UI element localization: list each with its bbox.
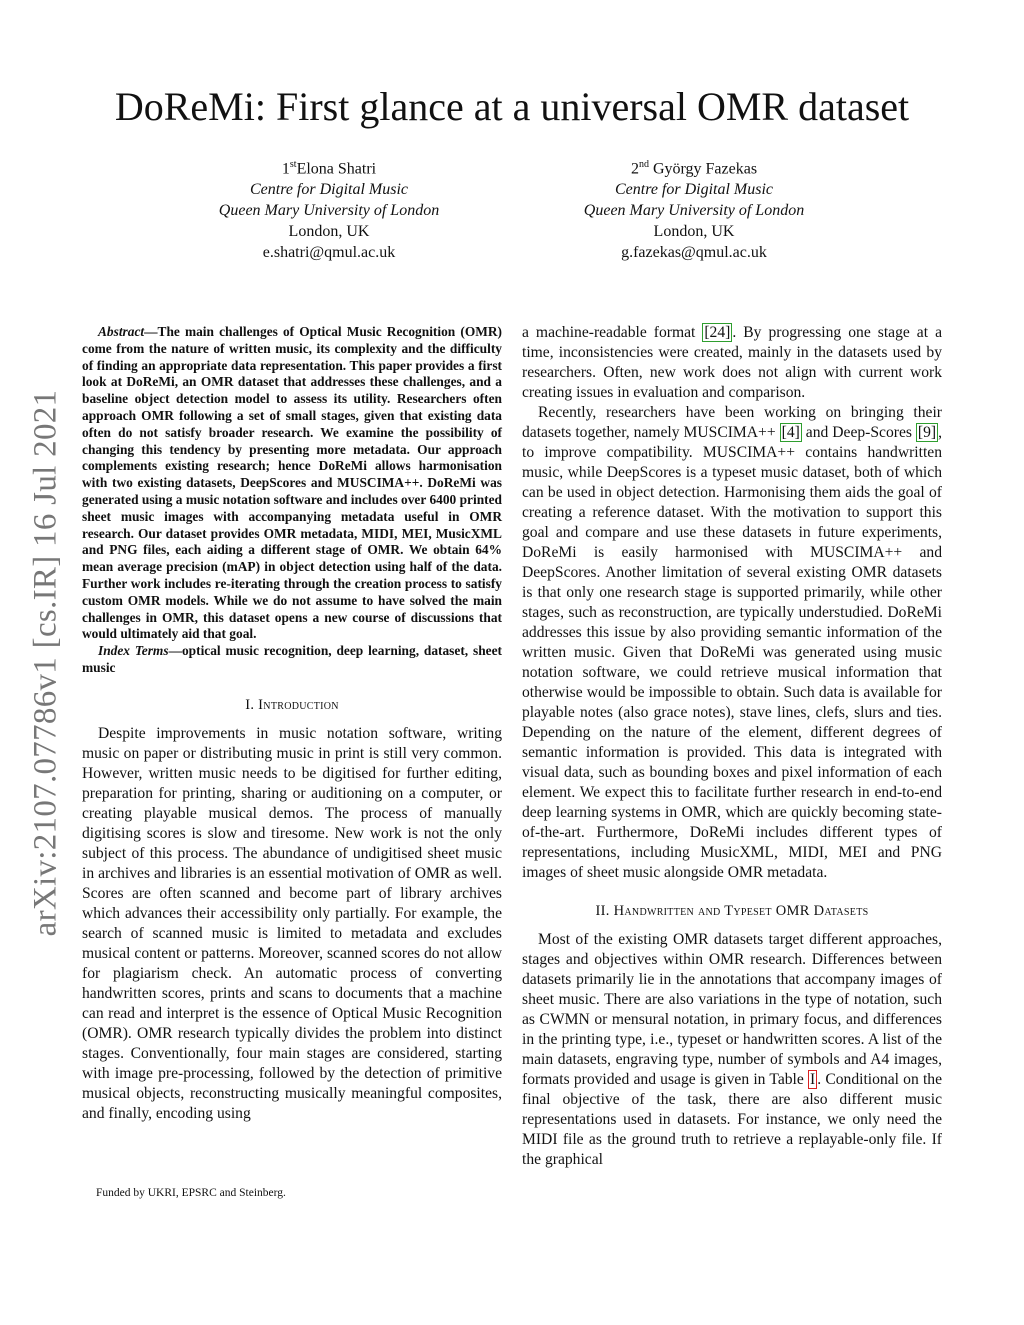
index-terms-text: —optical music recognition, deep learning, dataset, sheet music bbox=[82, 643, 502, 675]
text-run: Most of the existing OMR datasets target different approaches, stages and objectives within OMR research. Differences between datasets primarily lie in the annotations that accompany images of sheet music. There are also variations in the type of notation, such as CWMN or mensural notation, in primary focus, and differences in the printing type, i.e., typeset or handwritten scores. A list of the main datasets, engraving type, number of symbols and A4 images, formats provided and usage is given in Table bbox=[522, 931, 942, 1088]
author-name: György Fazekas bbox=[648, 160, 758, 178]
index-terms-label: Index Terms bbox=[98, 643, 169, 659]
author-email: g.fazekas@qmul.ac.uk bbox=[621, 244, 767, 262]
author-university: Queen Mary University of London bbox=[218, 202, 440, 220]
section-heading-introduction: I. Introduction bbox=[245, 696, 339, 713]
author-ordinal: 1 bbox=[281, 160, 290, 178]
text-run: , to improve compatibility. MUSCIMA++ contains handwritten music, while DeepScores is a typeset music dataset, both of which can be used in object detection. Harmonising them aids the goal of creating a reference dataset. With the motivation to support this goal and compare and use these datasets in future experiments, DoReMi is easily harmonised with MUSCIMA++ and DeepScores. Another limitation of several existing OMR datasets is that only one research stage is supported primarily, while other stages, such as reconstruction, are typically understudied. DoReMi addresses this issue by also providing semantic information of the written music. Given that DoReMi was generated using music notation software, we could retrieve musical information that otherwise would be impossible to obtain. Such data is available for playable notes (also grace notes), stave lines, clefs, slurs and ties. Depending on the nature of the element, different degrees of semantic information is provided. This data is integrated with visual data, such as bounding boxes and pixel information of each element. We expect this to facilitate further research in end-to-end deep learning systems in OMR, which are quickly becoming state-of-the-art. Furthermore, DoReMi includes different types of representations, including MusicXML, MIDI, MEI and PNG images of sheet music alongside OMR metadata. bbox=[522, 424, 942, 881]
table-reference-link[interactable]: I bbox=[810, 1071, 816, 1088]
author-location: London, UK bbox=[653, 223, 735, 241]
author-department: Centre for Digital Music bbox=[249, 181, 409, 199]
author-department: Centre for Digital Music bbox=[614, 181, 774, 199]
citation-link[interactable]: [4] bbox=[781, 424, 800, 441]
citation-link[interactable]: [24] bbox=[704, 324, 731, 341]
paper-title: DoReMi: First glance at a universal OMR dataset bbox=[114, 84, 910, 129]
citation-link[interactable]: [9] bbox=[917, 424, 937, 441]
author-ordinal-sup: st bbox=[289, 159, 297, 170]
author-name-line bbox=[544, 154, 844, 179]
left-column bbox=[82, 324, 502, 1124]
text-run: . Conditional on the final objective of the task, there are also different music representations used in datasets. For instance, we only need the MIDI file as the ground truth to retrieve a replayable-only file. If the graphical bbox=[522, 1071, 943, 1168]
intro-paragraph-1-continued bbox=[522, 323, 942, 403]
author-block-2 bbox=[544, 154, 844, 263]
arxiv-id: arXiv:2107.07786v1 [cs.IR] 16 Jul 2021 bbox=[27, 389, 64, 937]
text-run: a machine-readable format bbox=[522, 324, 703, 341]
author-ordinal: 2 bbox=[630, 160, 639, 178]
abstract-label: Abstract bbox=[98, 324, 145, 339]
index-terms bbox=[82, 643, 502, 677]
text-run: . By progressing one stage at a time, inconsistencies were created, mainly in the datasets used by researchers. Often, new work does not align with current work creating issues in evaluation and comparison. bbox=[522, 324, 942, 401]
text-run: Recently, researchers have been working on bringing their datasets together, namely MUSCIMA++ bbox=[522, 404, 942, 441]
right-column bbox=[522, 323, 942, 1170]
intro-paragraph-2 bbox=[522, 403, 942, 883]
text-run: and Deep-Scores bbox=[801, 424, 916, 441]
author-name: Elona Shatri bbox=[296, 160, 377, 178]
author-block-1 bbox=[179, 154, 479, 263]
abstract-text: —The main challenges of Optical Music Recognition (OMR) come from the nature of written music, its complexity and the difficulty of finding an appropriate data representation. This paper provides a first look at DoReMi, an OMR dataset that addresses these challenges, and a baseline object detection model to assess its utility. Researchers often approach OMR following a set of small stages, given that existing data often do not satisfy broader research. We examine the possibility of changing this tendency by presenting more metadata. Our approach complements existing research; hence DoReMi allows harmonisation with two existing datasets, DeepScores and MUSCIMA++. DoReMi was generated using a music notation software and includes over 6400 printed sheet music images with accompanying metadata useful in OMR research. Our dataset provides OMR metadata, MIDI, MEI, MusicXML and PNG files, each aiding a different stage of OMR. We obtain 64% mean average precision (mAP) in object detection using half of the data. Further work includes re-iterating through the creation process to satisfy custom OMR models. While we do not assume to have solved the main challenges in OMR, this dataset opens a new course of discussions that would ultimately aid that goal. bbox=[82, 324, 502, 642]
arxiv-stamp bbox=[26, 378, 66, 948]
abstract bbox=[82, 324, 502, 643]
author-name-line bbox=[179, 154, 479, 179]
author-university: Queen Mary University of London bbox=[583, 202, 805, 220]
datasets-paragraph-1 bbox=[522, 930, 942, 1170]
author-email: e.shatri@qmul.ac.uk bbox=[262, 244, 396, 262]
author-ordinal-sup: nd bbox=[638, 159, 649, 170]
section-heading-datasets: II. Handwritten and Typeset OMR Datasets bbox=[595, 903, 869, 919]
footnote: Funded by UKRI, EPSRC and Steinberg. bbox=[96, 1187, 286, 1199]
intro-paragraph-1: Despite improvements in music notation software, writing music on paper or distributing music in print is still very common. However, written music needs to be digitised for further editing, preparation for printing, sharing or auditioning on a computer, or creating playable musical demos. The process of manually digitising scores is slow and tiresome. New work is not the only subject of this process. The abundance of undigitised sheet music in archives and libraries is an essential motivation of OMR as well. Scores are often scanned and become part of library archives which advances their accessibility only partially. For example, the search of scanned music is limited to metadata and excludes musical content or patterns. Moreover, scanned scores do not allow for plagiarism check. An automatic process of converting handwritten scores, prints and scans to documents that a machine can read and interpret is the essence of Optical Music Recognition (OMR). OMR research typically divides the problem into distinct stages. Conventionally, four main stages are considered, starting with image pre-processing, followed by the detection of primitive musical objects, reconstructing musically meaningful composites, and finally, encoding using bbox=[82, 724, 502, 1122]
author-location: London, UK bbox=[288, 223, 370, 241]
